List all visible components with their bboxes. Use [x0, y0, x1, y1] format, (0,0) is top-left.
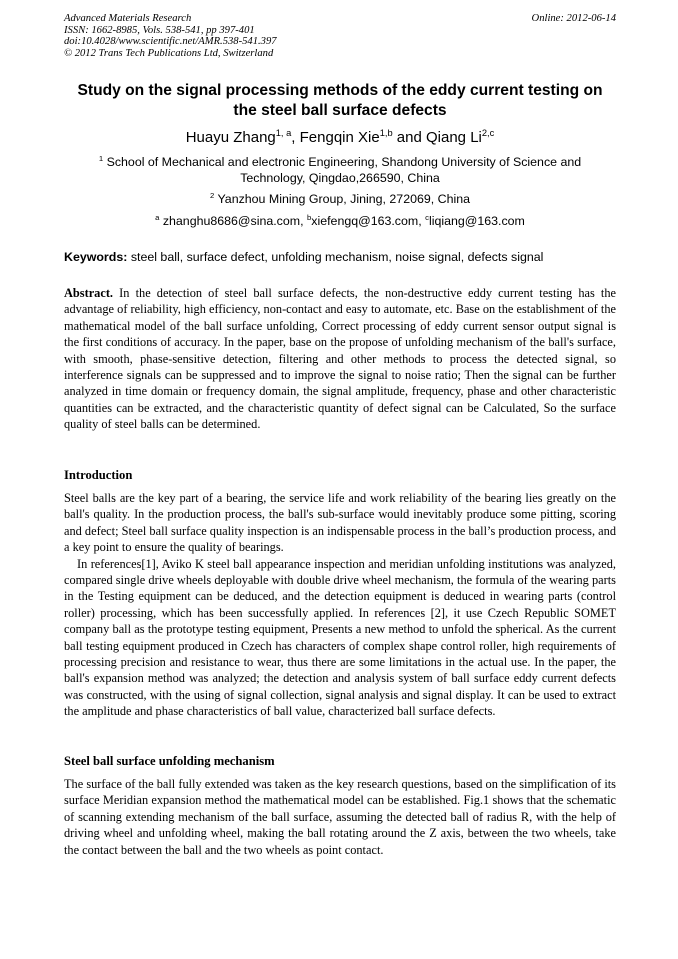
email-address[interactable]: zhanghu8686@sina.com,	[162, 214, 307, 228]
email-sup: a	[155, 213, 160, 223]
affiliation-text: Yanzhou Mining Group, Jining, 272069, China	[217, 192, 471, 206]
doi-line: doi:10.4028/www.scientific.net/AMR.538-541.397	[64, 36, 277, 48]
abstract-text: In the detection of steel ball surface defects, the non-destructive eddy current testing has the advantage of reliability, high efficiency, non-contact and easy to automate, etc. Base on the establishment of the mathematical model of the ball surface unfolding, Correct processing of eddy current sensor output signal is the first conditions of accuracy. In the paper, base on the propose of unfolding mechanism of the ball's surface, with smooth, phase-sensitive detection, filtering and other methods to process the detected signal, so interference signals can be suppressed and to improve the signal to noise ratio; Then the signal can be further analyzed in time domain or frequency domain, the signal amplitude, frequency, phase and other characteristic quantities can be extracted, and the characteristic quantity of defect signal can be Calculated, So the surface quality of steel balls can be determined.	[64, 286, 616, 432]
copyright-line: © 2012 Trans Tech Publications Ltd, Switzerland	[64, 47, 274, 59]
section-heading-introduction: Introduction	[64, 468, 133, 482]
issn-line: ISSN: 1662-8985, Vols. 538-541, pp 397-401	[64, 24, 255, 36]
section-heading-unfolding: Steel ball surface unfolding mechanism	[64, 754, 275, 768]
author-name: Huayu Zhang	[185, 129, 276, 146]
affiliation-text: School of Mechanical and electronic Engineering, Shandong University of Science and Technology, Qingdao,266590, China	[106, 155, 582, 185]
journal-name: Advanced Materials Research	[64, 13, 192, 24]
author-affil-sup: 1, a	[275, 128, 292, 139]
introduction-paragraph-1: Steel balls are the key part of a bearing, the service life and work reliability of the bearing lies greatly on the ball's quality. In the production process, the ball's sub-surface would inevitably produce some pitting, scoring and defect; Steel ball surface quality inspection is an indispensable process in the ball’s production process, and a key point to ensure the quality of bearings.	[64, 491, 616, 555]
author-name: Fengqin Xie	[299, 129, 380, 146]
author-affil-sup: 1,b	[379, 128, 393, 139]
affiliation-sup: 1	[98, 154, 104, 164]
abstract-label: Abstract.	[64, 286, 114, 300]
affiliation-1	[80, 155, 600, 186]
online-date: Online: 2012-06-14	[531, 13, 616, 24]
author-separator: ,	[291, 129, 300, 146]
keywords-line	[64, 249, 616, 265]
unfolding-body	[64, 776, 616, 858]
author-separator: and	[392, 129, 426, 146]
abstract	[64, 285, 616, 433]
keywords-label: Keywords:	[64, 250, 128, 264]
paper-title: Study on the signal processing methods of the eddy current testing on the steel ball surface defects	[77, 82, 603, 119]
introduction-body	[64, 490, 616, 720]
email-address[interactable]: liqiang@163.com	[428, 214, 525, 228]
email-address[interactable]: xiefengq@163.com,	[311, 214, 426, 228]
author-list	[64, 129, 616, 147]
email-sup: c	[425, 213, 429, 223]
author-name: Qiang Li	[426, 129, 482, 146]
journal-header	[64, 13, 616, 59]
affiliation-2	[80, 192, 600, 208]
introduction-paragraph-2: In references[1], Aviko K steel ball appearance inspection and meridian unfolding institutions was analyzed, compared single drive wheels deployable with double drive wheel mechanism, the formula of the wearing parts in the Testing equipment can be deduced, and the detection equipment is deduced in wearing parts (control roller) processing, which has been successfully applied. In references [2], it use Czech Republic SOMET company ball as the prototype testing equipment, Presents a new method to unfold the spherical. As the current ball testing equipment produced in Czech has characters of complex shape control roller, high requirements of processing precision and resistance to wear, thus there are some limitations in the actual use. In the paper, the ball's expansion method was analyzed; the detection and analysis system of ball surface eddy current defects was constructed, with the using of signal collection, signal analysis and signal display. It can be used to extract the amplitude and phase characteristics of ball value, characterized ball surface defects.	[64, 556, 616, 719]
email-line	[80, 214, 600, 230]
keywords-text: steel ball, surface defect, unfolding mechanism, noise signal, defects signal	[130, 250, 544, 264]
affiliation-sup: 2	[209, 191, 215, 201]
author-affil-sup: 2,c	[481, 128, 495, 139]
unfolding-paragraph: The surface of the ball fully extended was taken as the key research questions, based on the simplification of its surface Meridian expansion method the mathematical model can be established. Fig.1 shows that the schematic of scanning extending mechanism of the ball surface, assuming the detected ball of radius R, with the help of driving wheel and unfolding wheel, making the ball rotating around the Z axis, between the two wheels, take the contact between the ball and the two wheels as point contact.	[64, 777, 616, 857]
email-sup: b	[306, 213, 312, 223]
